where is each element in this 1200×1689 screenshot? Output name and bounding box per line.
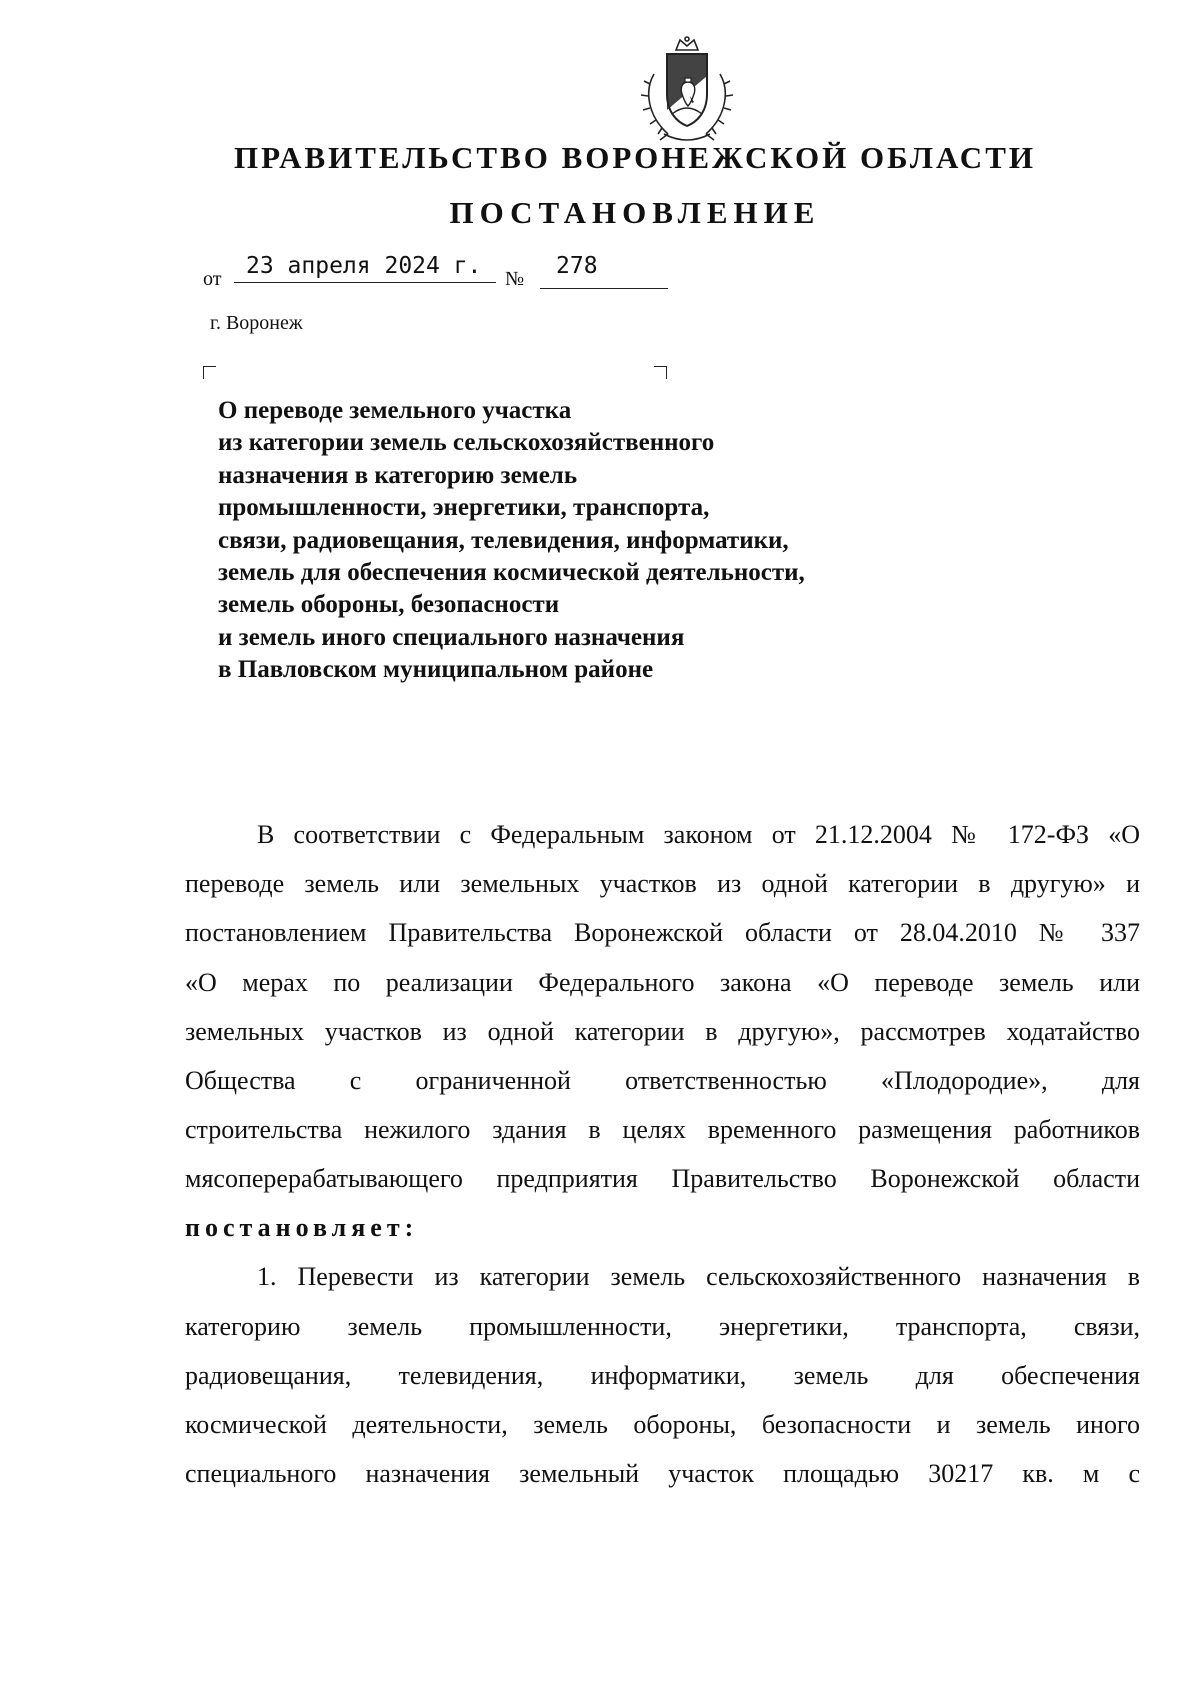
body-line: строительства нежилого здания в целях временного размещения работников xyxy=(185,1115,1140,1144)
resolves-word: постановляет: xyxy=(185,1213,419,1242)
subject-line: связи, радиовещания, телевидения, информатики, xyxy=(218,526,789,554)
subject-line: и земель иного специального назначения xyxy=(218,623,685,651)
date-underline xyxy=(234,282,496,283)
document-number: 278 xyxy=(556,253,598,279)
subject-line: промышленности, энергетики, транспорта, xyxy=(218,494,710,522)
subject-line: в Павловском муниципальном районе xyxy=(218,656,654,684)
body-line: радиовещания, телевидения, информатики, земель для обеспечения xyxy=(185,1361,1140,1390)
subject-line: О переводе земельного участка xyxy=(218,397,572,424)
subject-line: земель обороны, безопасности xyxy=(218,591,560,619)
subject-line: земель для обеспечения космической деятельности, xyxy=(218,559,805,587)
government-title: ПРАВИТЕЛЬСТВО ВОРОНЕЖСКОЙ ОБЛАСТИ xyxy=(234,140,1036,175)
subject-bracket-left xyxy=(203,366,216,379)
body-line: постановлением Правительства Воронежской области от 28.04.2010 № 337 xyxy=(185,918,1140,947)
number-prefix: № xyxy=(505,268,525,290)
coat-of-arms-icon xyxy=(634,36,740,146)
body-line: 1. Перевести из категории земель сельскохозяйственного назначения в xyxy=(257,1262,1140,1291)
subject-line: назначения в категорию земель xyxy=(218,461,578,489)
body-line: мясоперерабатывающего предприятия Правительство Воронежской области xyxy=(185,1164,1140,1193)
body-line: «О мерах по реализации Федерального закона «О переводе земель или xyxy=(185,968,1140,997)
subject-line: из категории земель сельскохозяйственного xyxy=(218,429,715,457)
body-line: специального назначения земельный участок площадью 30217 кв. м с xyxy=(185,1459,1140,1488)
body-line: земельных участков из одной категории в другую», рассмотрев ходатайство xyxy=(185,1017,1140,1046)
body-line: переводе земель или земельных участков из одной категории в другую» и xyxy=(185,869,1140,898)
number-underline xyxy=(540,288,668,289)
date-prefix: от xyxy=(203,268,222,290)
body-line: категорию земель промышленности, энергетики, транспорта, связи, xyxy=(185,1312,1140,1341)
subject-bracket-right xyxy=(654,366,667,379)
document-date: 23 апреля 2024 г. xyxy=(246,253,482,279)
body-line: космической деятельности, земель обороны, безопасности и земель иного xyxy=(185,1410,1140,1439)
document-type-title: ПОСТАНОВЛЕНИЕ xyxy=(449,195,821,230)
body-line: Общества с ограниченной ответственностью «Плодородие», для xyxy=(185,1066,1140,1095)
city-label: г. Воронеж xyxy=(210,312,303,334)
body-line: В соответствии с Федеральным законом от 21.12.2004 № 172-ФЗ «О xyxy=(257,820,1140,849)
document-subject xyxy=(218,395,805,687)
